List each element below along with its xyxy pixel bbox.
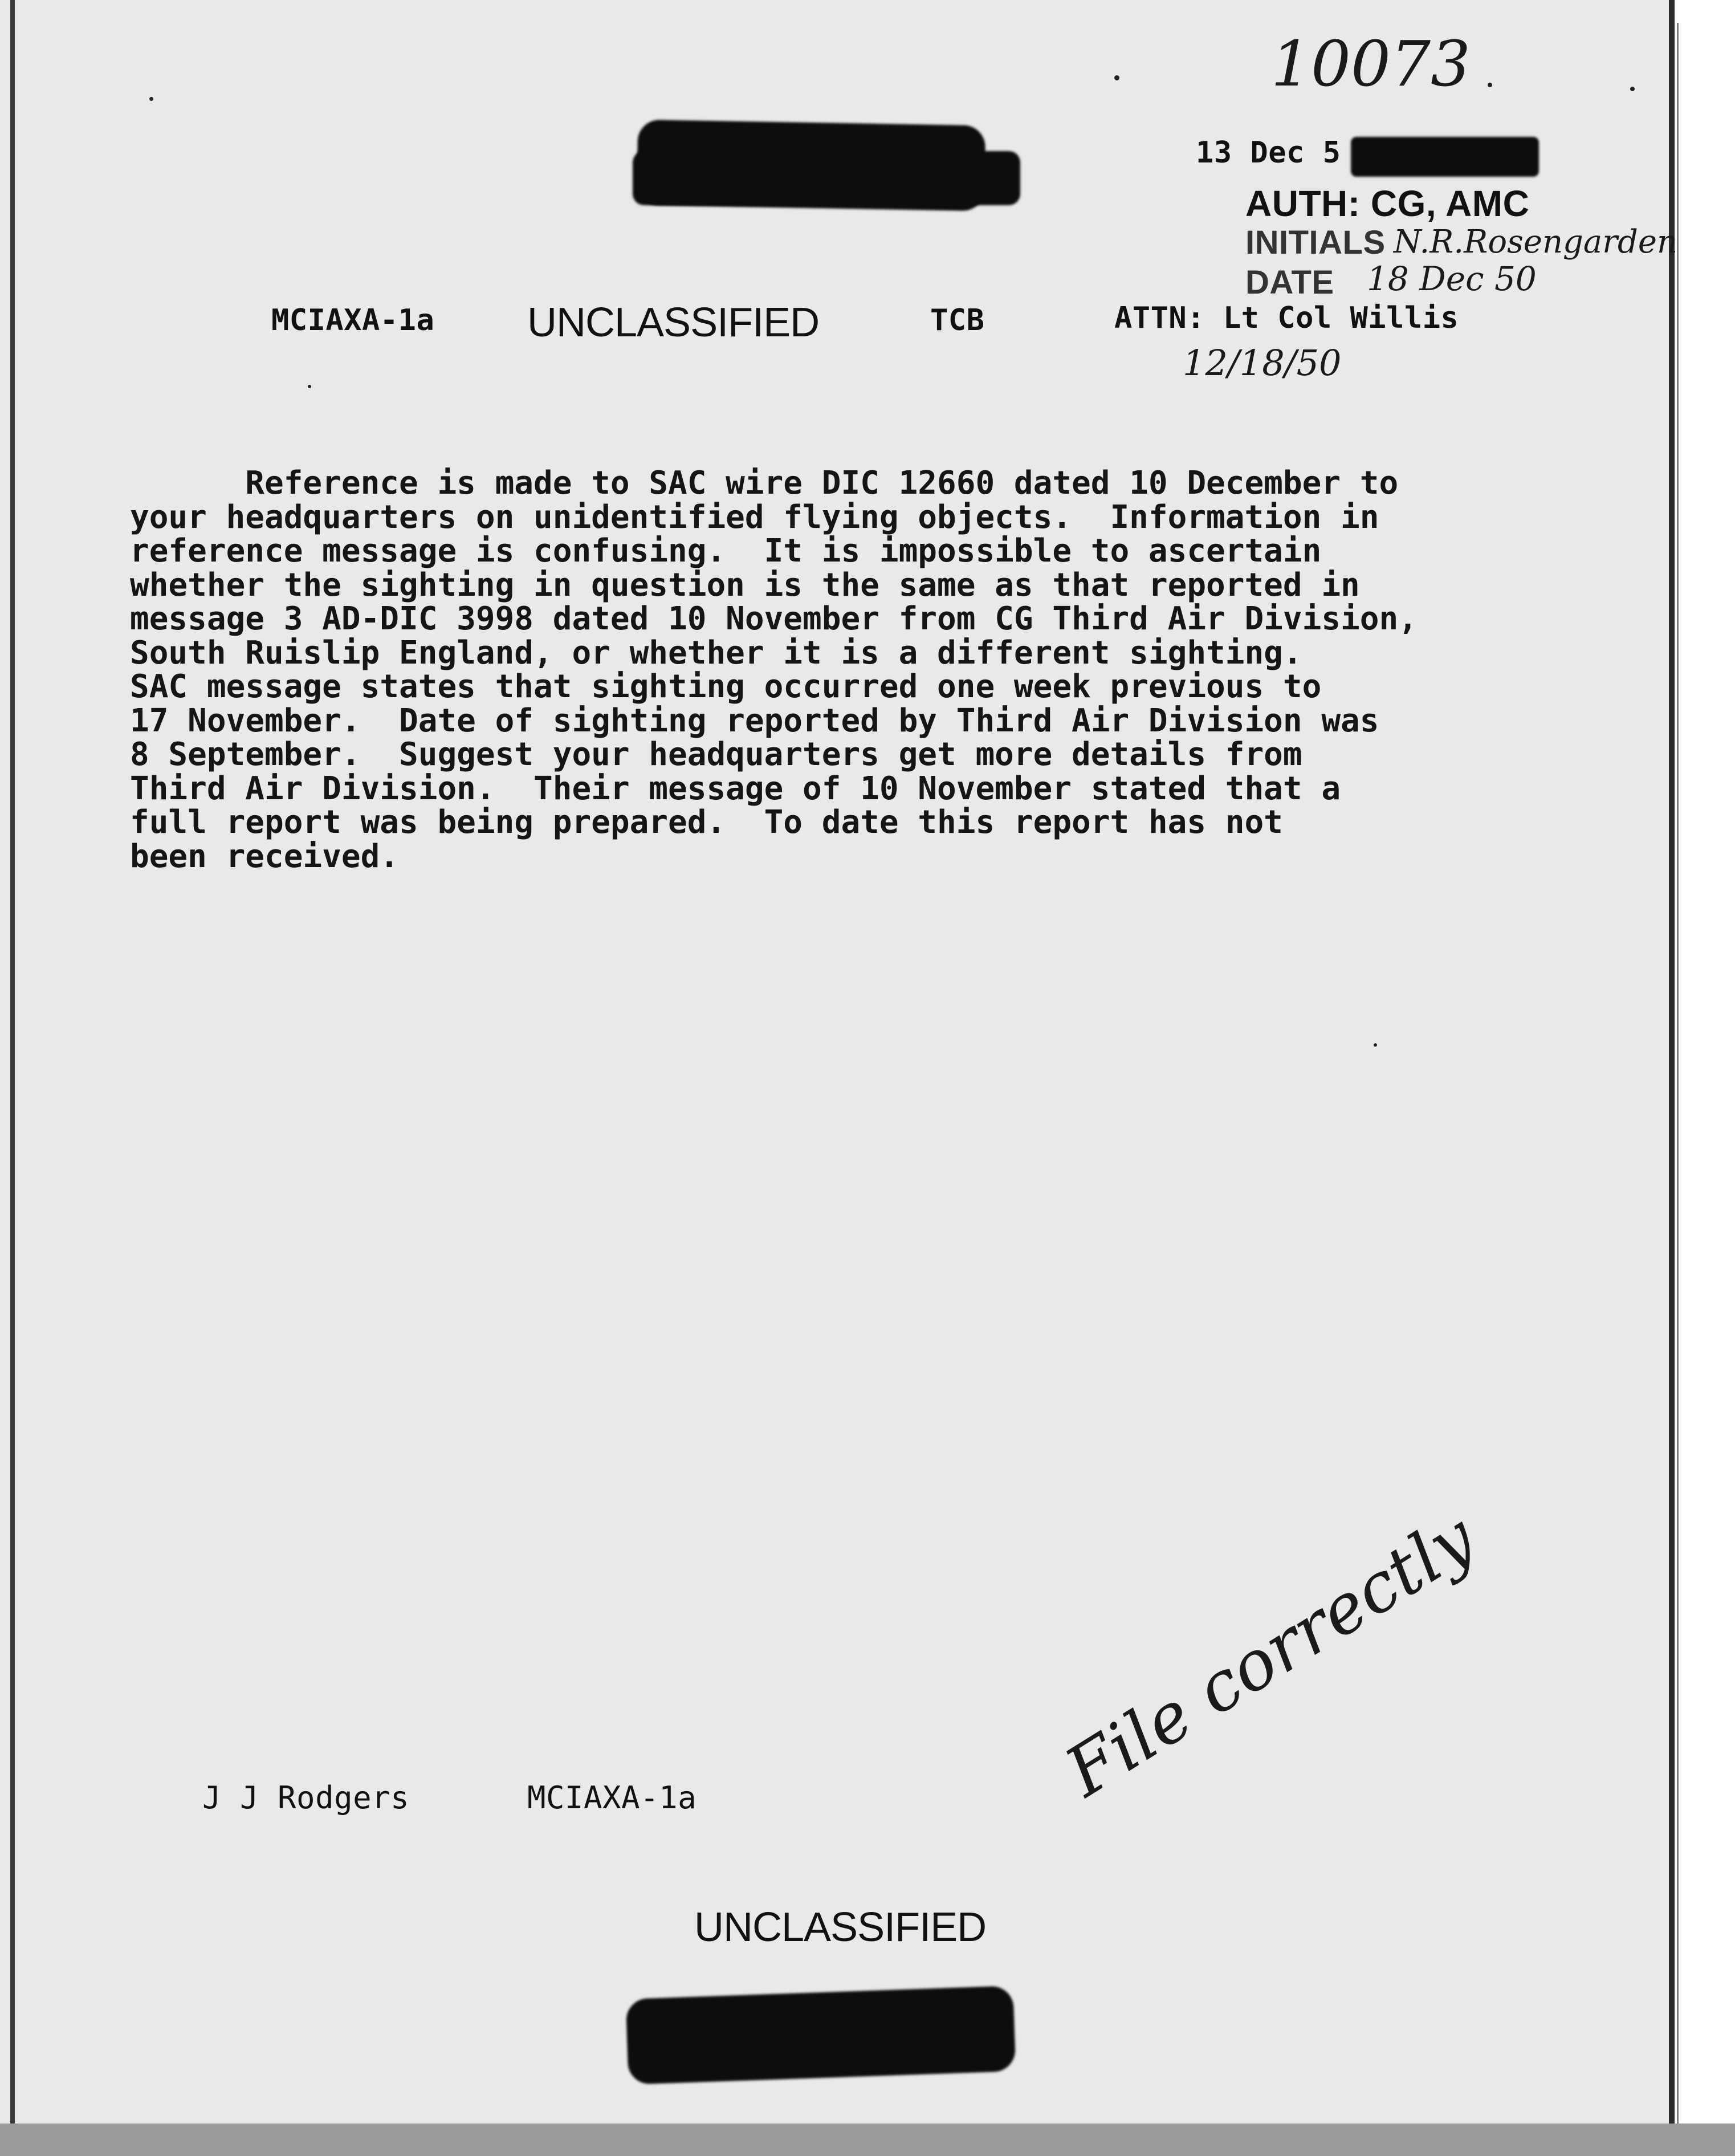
scan-speck bbox=[149, 97, 153, 101]
handwritten-note: File correctly bbox=[1052, 1498, 1489, 1812]
scan-right-border-shadow bbox=[1677, 23, 1679, 2132]
body-line: been received. bbox=[130, 837, 400, 875]
scan-speck bbox=[1374, 1043, 1377, 1047]
body-line: 8 September. Suggest your headquarters get more details from bbox=[130, 736, 1302, 773]
body-line: your headquarters on unidentified flying objects. Information in bbox=[130, 498, 1379, 536]
redaction-blot-top-ext bbox=[633, 151, 1020, 205]
routing-stamp-date-value: 18 Dec 50 bbox=[1367, 259, 1537, 298]
classification-bottom: UNCLASSIFIED bbox=[694, 1905, 987, 1950]
file-number-handwritten: 10073 bbox=[1271, 27, 1471, 100]
scan-bottom-border bbox=[0, 2124, 1735, 2156]
date-line: 13 Dec 5 bbox=[1196, 136, 1341, 170]
redaction-blot-bottom bbox=[626, 1986, 1016, 2085]
office-symbol: MCIAXA-1a bbox=[271, 303, 435, 337]
routing-stamp-initials-label: INITIALS bbox=[1245, 224, 1386, 261]
body-line: 17 November. Date of sighting reported by Third Air Division was bbox=[130, 702, 1379, 739]
scan-speck bbox=[1114, 75, 1119, 80]
scan-speck bbox=[1488, 83, 1492, 87]
body-line: Third Air Division. Their message of 10 November stated that a bbox=[130, 770, 1341, 807]
body-line: whether the sighting in question is the same as that reported in bbox=[130, 566, 1360, 604]
body-line: SAC message states that sighting occurred one week previous to bbox=[130, 668, 1322, 705]
redaction-blot-date bbox=[1351, 137, 1539, 177]
signer-office: MCIAXA-1a bbox=[527, 1780, 697, 1816]
body-line: full report was being prepared. To date this report has not bbox=[130, 804, 1283, 841]
routing-stamp-initials-signature: N.R.Rosengarden bbox=[1394, 223, 1678, 261]
routing-stamp-line1: AUTH: CG, AMC bbox=[1245, 183, 1530, 224]
attention-line: ATTN: Lt Col Willis bbox=[1114, 301, 1459, 335]
scan-speck bbox=[308, 385, 311, 388]
scan-right-border bbox=[1669, 0, 1675, 2156]
routing-stamp-date-label: DATE bbox=[1245, 264, 1334, 301]
initials: TCB bbox=[930, 303, 985, 337]
scan-left-border bbox=[10, 0, 15, 2156]
classification-top: UNCLASSIFIED bbox=[527, 300, 820, 345]
body-line: message 3 AD-DIC 3998 dated 10 November from CG Third Air Division, bbox=[130, 600, 1418, 637]
handwritten-date: 12/18/50 bbox=[1183, 342, 1342, 384]
body-line: Reference is made to SAC wire DIC 12660 dated 10 December to bbox=[130, 465, 1399, 502]
scan-speck bbox=[1630, 87, 1635, 91]
message-body bbox=[130, 466, 1589, 873]
body-line: South Ruislip England, or whether it is a different sighting. bbox=[130, 634, 1302, 672]
body-line: reference message is confusing. It is impossible to ascertain bbox=[130, 532, 1322, 569]
signer-name: J J Rodgers bbox=[202, 1780, 410, 1816]
